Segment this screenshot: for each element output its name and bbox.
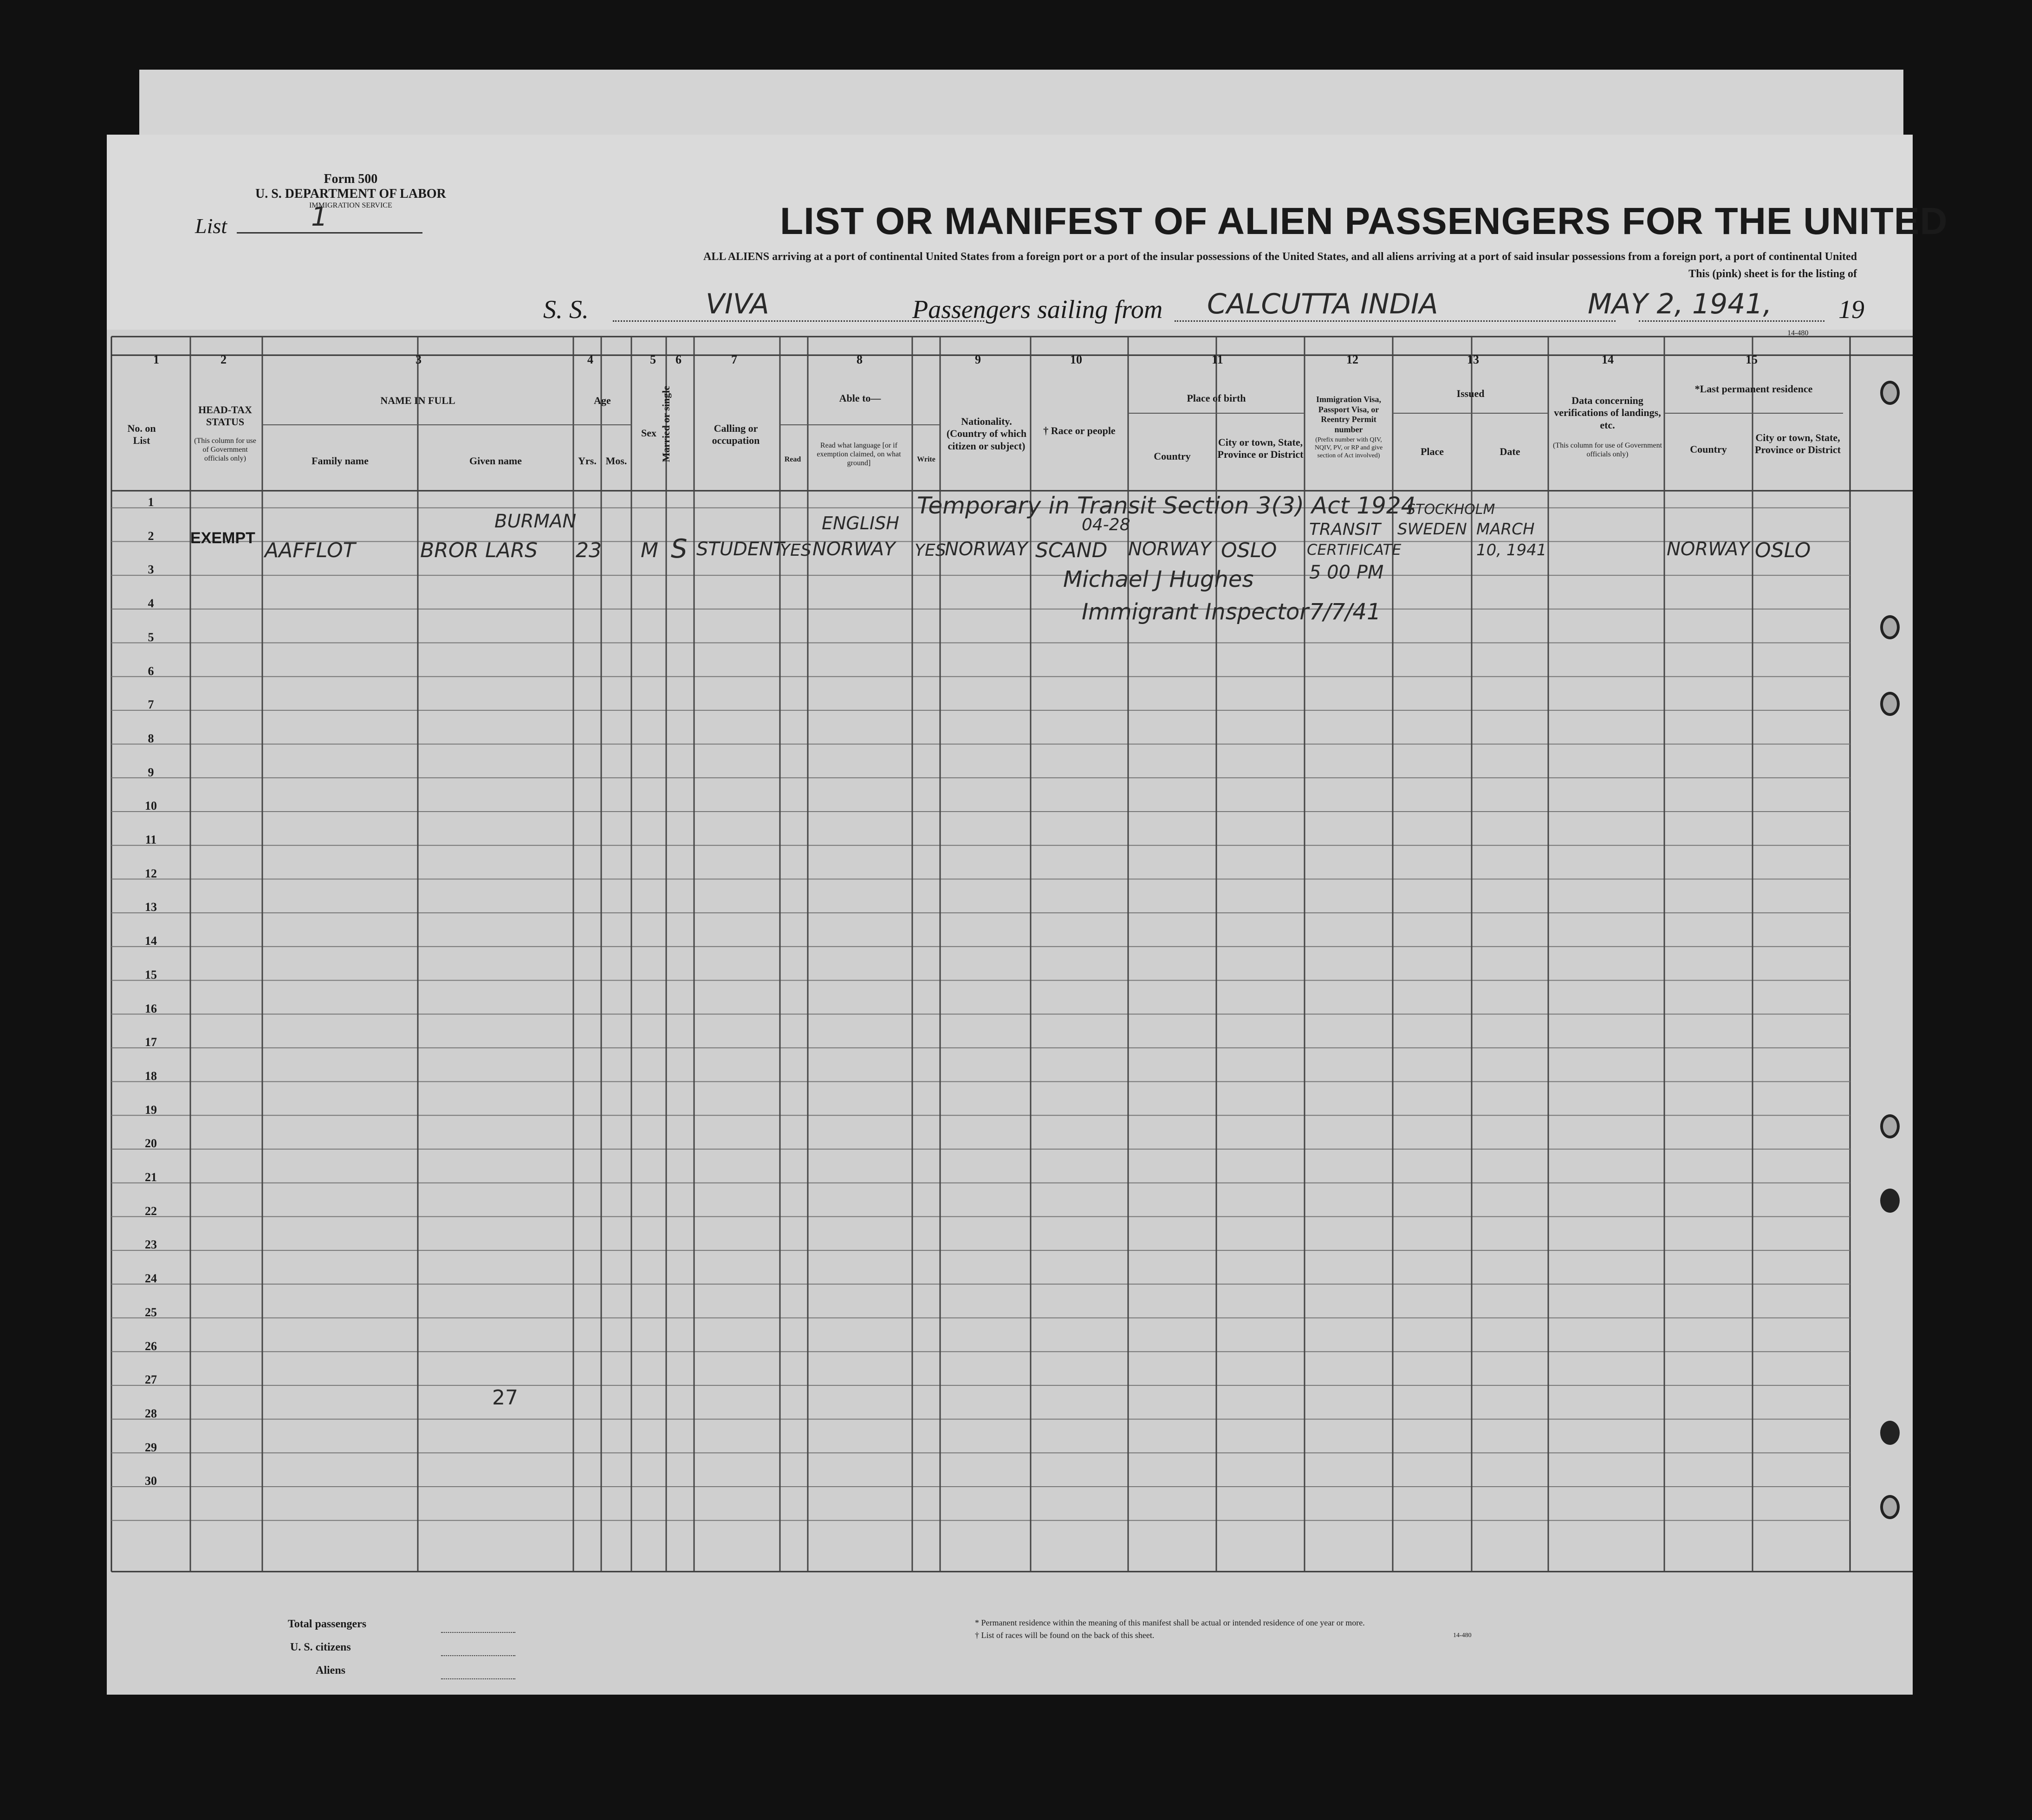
manifest-title: LIST OR MANIFEST OF ALIEN PASSENGERS FOR THE UNITED — [780, 200, 1948, 242]
service: IMMIGRATION SERVICE — [309, 202, 392, 210]
column-number: 15 — [1746, 353, 1758, 366]
footer-line — [441, 1655, 515, 1656]
header-given-name: Given name — [469, 455, 522, 467]
given-name-extra: BURMAN — [494, 511, 577, 532]
row-number: 26 — [145, 1339, 157, 1353]
manifest-sheet — [107, 135, 1948, 1695]
sailing-label: Passengers sailing from — [912, 295, 1163, 324]
header-name-in-full: NAME IN FULL — [380, 395, 455, 406]
row-number: 12 — [145, 866, 157, 880]
residence-city: OSLO — [1755, 539, 1811, 562]
footer-line — [441, 1632, 515, 1633]
footer-us-citizens: U. S. citizens — [290, 1641, 351, 1653]
column-number: 14 — [1602, 353, 1614, 366]
column-number: 7 — [731, 353, 737, 366]
column-number: 6 — [675, 353, 682, 366]
footer-form-code: 14-480 — [1453, 1632, 1472, 1639]
header-landing-note: (This column for use of Government officials only) — [1552, 442, 1662, 459]
column-number: 11 — [1212, 353, 1223, 366]
row-number: 1 — [148, 495, 154, 509]
binder-hole — [1880, 615, 1900, 639]
column-number: 4 — [587, 353, 593, 366]
annotation-code: 04-28 — [1082, 515, 1130, 534]
port-name: CALCUTTA INDIA — [1207, 288, 1438, 320]
row-number: 9 — [148, 765, 154, 779]
column-number: 9 — [975, 353, 981, 366]
column-number: 13 — [1467, 353, 1479, 366]
binder-hole — [1880, 692, 1900, 716]
header-race: † Race or people — [1043, 425, 1116, 436]
sex-value: M — [641, 539, 658, 562]
header-married: Married or single — [660, 385, 672, 462]
column-number: 12 — [1346, 353, 1358, 366]
column-number: 8 — [857, 353, 863, 366]
can-write: YES — [915, 541, 946, 560]
row-number: 10 — [145, 799, 157, 813]
row-number: 22 — [145, 1204, 157, 1218]
header-no-on-list: No. on List — [127, 422, 156, 447]
race: SCAND — [1035, 539, 1108, 562]
row-number: 23 — [145, 1238, 157, 1252]
header-age: Age — [594, 395, 611, 406]
header-issued-date: Date — [1500, 446, 1520, 457]
language-line-1: ENGLISH — [822, 513, 899, 533]
family-name: AAFFLOT — [265, 539, 356, 562]
row-number: 15 — [145, 968, 157, 982]
header-birth-city: City or town, State, Province or District — [1217, 436, 1304, 461]
row-number: 16 — [145, 1001, 157, 1015]
row-number: 18 — [145, 1069, 157, 1083]
binder-hole — [1880, 1114, 1900, 1138]
header-visa: Immigration Visa, Passport Visa, or Reentry Permit number — [1316, 395, 1381, 434]
row-number: 4 — [148, 597, 154, 611]
issued-date-line-2: 10, 1941 — [1476, 541, 1547, 559]
row-number: 30 — [145, 1474, 157, 1488]
row-number: 2 — [148, 529, 154, 543]
list-number: 1 — [311, 202, 328, 232]
header-read: Read — [784, 455, 801, 463]
footer-total-passengers: Total passengers — [288, 1618, 367, 1630]
binder-hole — [1880, 1495, 1900, 1519]
row-number: 25 — [145, 1305, 157, 1319]
row-number: 27 — [145, 1373, 157, 1387]
header-visa-note: (Prefix number with QIV, NQIV, PV, or RP and give section of Act involved) — [1314, 436, 1383, 459]
visa-line-2: CERTIFICATE — [1307, 541, 1402, 559]
footer-line — [441, 1678, 515, 1679]
language-line-2: NORWAY — [812, 539, 896, 560]
header-res-city: City or town, State, Province or District — [1755, 432, 1841, 456]
ship-name: VIVA — [706, 288, 769, 320]
header-yrs: Yrs. — [578, 455, 597, 467]
row-number: 20 — [145, 1137, 157, 1150]
header-write: Write — [917, 455, 935, 463]
header-able-to: Able to— — [839, 392, 881, 404]
header-issued: Issued — [1456, 388, 1485, 399]
issued-date-line-1: MARCH — [1476, 520, 1535, 539]
marital-status: S — [671, 534, 688, 564]
can-read: YES — [780, 541, 812, 560]
column-number: 1 — [153, 353, 159, 366]
form-code: 14-480 — [1787, 329, 1809, 337]
issued-place-line-1: STOCKHOLM — [1407, 501, 1495, 518]
header-calling: Calling or occupation — [712, 422, 760, 447]
inspector-title: Immigrant Inspector — [1082, 599, 1309, 625]
annotation-time: 5 00 PM — [1309, 562, 1384, 583]
row-number: 13 — [145, 900, 157, 914]
header-family-name: Family name — [312, 455, 369, 467]
header-landing: Data concerning verifications of landings, etc. — [1554, 395, 1661, 431]
head-tax-status: EXEMPT — [190, 529, 255, 547]
row-number: 5 — [148, 630, 154, 644]
form-number: Form 500 — [324, 172, 378, 186]
list-label: List — [195, 214, 227, 238]
column-number: 5 — [650, 353, 656, 366]
header-head-tax: HEAD-TAX STATUS — [198, 404, 252, 428]
header-nationality: Nationality. (Country of which citizen or subject) — [946, 416, 1027, 452]
row-number: 11 — [145, 833, 157, 846]
birth-city: OSLO — [1221, 539, 1277, 562]
residence-country: NORWAY — [1667, 539, 1750, 560]
header-last-residence: *Last permanent residence — [1694, 383, 1813, 395]
row-number: 14 — [145, 934, 157, 948]
header-res-country: Country — [1690, 443, 1727, 455]
column-number: 3 — [415, 353, 422, 366]
binder-hole — [1880, 381, 1900, 405]
birth-country: NORWAY — [1128, 539, 1211, 560]
row-number: 8 — [148, 731, 154, 745]
department: U. S. DEPARTMENT OF LABOR — [255, 187, 446, 202]
header-place-of-birth: Place of birth — [1187, 392, 1246, 404]
header-issued-place: Place — [1420, 446, 1444, 457]
binder-hole — [1880, 1421, 1900, 1445]
age-years: 23 — [576, 539, 602, 562]
footer-aliens: Aliens — [316, 1664, 346, 1677]
row-number: 21 — [145, 1170, 157, 1184]
row-number: 19 — [145, 1103, 157, 1117]
nationality: NORWAY — [945, 539, 1028, 560]
column-number: 10 — [1070, 353, 1082, 366]
inspector-signature: Michael J Hughes — [1063, 566, 1254, 592]
row-number: 7 — [148, 698, 154, 712]
row-number: 29 — [145, 1440, 157, 1454]
manifest-grid — [107, 135, 1913, 1695]
subtitle-line-2: This (pink) sheet is for the listing of — [1688, 268, 1857, 280]
subtitle-line-1: ALL ALIENS arriving at a port of continental United States from a foreign port or a port of the insular possessions of the United States, and all aliens arriving at a port of said insular possessions from a foreign port, a port of continental United — [703, 251, 1857, 263]
column-number: 2 — [221, 353, 227, 366]
given-name: BROR LARS — [420, 539, 538, 562]
row-number: 24 — [145, 1272, 157, 1286]
header-head-tax-note: (This column for use of Government officials only) — [194, 437, 256, 463]
occupation: STUDENT — [696, 539, 785, 560]
inspection-date: 7/7/41 — [1309, 599, 1381, 625]
footnote-residence: * Permanent residence within the meaning of this manifest shall be actual or intended residence of one year or more. — [975, 1618, 1365, 1627]
header-read-language: Read what language [or if exemption claimed, on what ground] — [817, 442, 901, 468]
row-number: 17 — [145, 1035, 157, 1049]
row-number: 3 — [148, 563, 154, 577]
header-birth-country: Country — [1154, 450, 1191, 462]
header-mos: Mos. — [605, 455, 627, 467]
header-sex: Sex — [641, 427, 656, 439]
year-suffix: 19 — [1838, 295, 1864, 324]
transit-note: Temporary in Transit Section 3(3) Act 1924 — [917, 492, 1416, 519]
page-mark: 27 — [492, 1386, 518, 1410]
issued-place-line-2: SWEDEN — [1397, 520, 1467, 539]
sailing-date: MAY 2, 1941, — [1588, 288, 1772, 320]
binder-hole — [1880, 1189, 1900, 1213]
visa-line-1: TRANSIT — [1309, 520, 1381, 539]
row-number: 28 — [145, 1406, 157, 1420]
row-number: 6 — [148, 664, 154, 678]
footnote-races: † List of races will be found on the back of this sheet. — [975, 1631, 1155, 1640]
ss-label: S. S. — [543, 295, 589, 324]
